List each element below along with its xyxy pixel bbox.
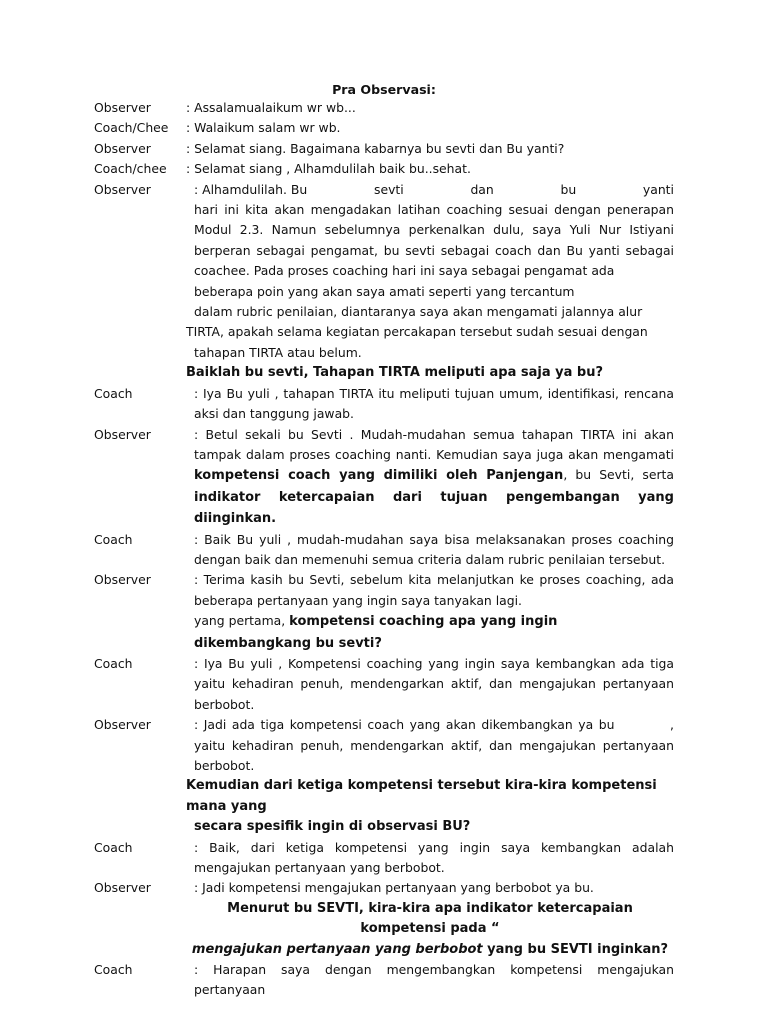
document-title: Pra Observasi: xyxy=(332,82,436,97)
utterance-text: hari ini kita akan mengadakan latihan coaching sesuai dengan penerapan Modul 2.3. Namun sebelumnya perkenalkan dulu, saya Yuli Nur Istiyani berperan sebagai pengamat, bu sevti sebagai coach dan Bu yanti sebagai coachee. Pada proses coaching hari ini saya sebagai pengamat ada xyxy=(194,202,674,279)
speaker-label: Coach xyxy=(94,385,133,401)
bold-phrase: kompetensi coaching apa yang ingin dikembangkang bu sevti? xyxy=(194,614,558,651)
utterance-text: tahapan TIRTA atau belum. xyxy=(194,344,362,360)
utterance-text: beberapa poin yang akan saya amati seperti yang tercantum xyxy=(194,283,575,299)
dialogue-entry xyxy=(94,960,674,1001)
utterance: : Harapan saya dengan mengembangkan kompetensi mengajukan pertanyaan xyxy=(194,962,674,998)
dialogue-entry xyxy=(94,654,674,715)
dialogue-entry xyxy=(94,384,674,425)
dialogue-entry xyxy=(94,118,674,138)
dialogue-entry xyxy=(94,159,674,179)
speaker-label: Observer xyxy=(94,880,151,896)
utterance-text: : Betul sekali bu Sevti . Mudah-mudahan semua tahapan TIRTA ini akan tampak dalam proses coaching nanti. Kemudian saya juga akan mengamati xyxy=(194,426,674,462)
speaker-label: Observer xyxy=(94,426,151,442)
dialogue-entry xyxy=(94,425,674,530)
utterance-text: dalam rubric penilaian, diantaranya saya akan mengamati jalannya alur xyxy=(194,304,643,320)
speaker-label: Observer xyxy=(94,140,151,156)
word: sevti xyxy=(374,181,404,197)
question-text: yang bu SEVTI inginkan? xyxy=(482,941,669,957)
utterance xyxy=(186,425,674,530)
utterance: : Selamat siang , Alhamdulilah baik bu..sehat. xyxy=(186,161,471,177)
observer-question xyxy=(94,899,674,960)
observer-question: Baiklah bu sevti, Tahapan TIRTA meliputi apa saja ya bu? xyxy=(186,365,604,381)
dialogue-entry xyxy=(94,715,678,776)
utterance-text: yang pertama, xyxy=(194,613,290,629)
speaker-label: Observer xyxy=(94,100,151,115)
utterance-text: : Terima kasih bu Sevti, sebelum kita melanjutkan ke proses coaching, ada beberapa pertanyaan yang ingin saya tanyakan lagi. xyxy=(194,572,674,608)
transcript xyxy=(94,98,678,1001)
observer-question xyxy=(94,776,674,837)
dialogue-entry xyxy=(94,98,674,118)
word: : Alhamdulilah. Bu xyxy=(194,181,308,197)
word: dan xyxy=(470,181,494,197)
word: bu xyxy=(560,181,577,197)
utterance: : Assalamualaikum wr wb... xyxy=(186,100,356,115)
utterance xyxy=(186,570,674,654)
utterance-text: TIRTA, apakah selama kegiatan percakapan tersebut sudah sesuai dengan xyxy=(186,324,648,340)
utterance: : Iya Bu yuli , tahapan TIRTA itu meliputi tujuan umum, identifikasi, rencana aksi dan tanggung jawab. xyxy=(194,385,674,422)
speaker-label: Coach xyxy=(94,655,133,671)
utterance-first-line xyxy=(186,180,674,200)
utterance: : Jadi kompetensi mengajukan pertanyaan yang berbobot ya bu. xyxy=(194,880,594,896)
word: yanti xyxy=(642,181,674,197)
speaker-label: Observer xyxy=(94,572,151,588)
speaker-label: Coach xyxy=(94,962,133,978)
bold-phrase: kompetensi coach yang dimiliki oleh Panjengan xyxy=(194,468,564,484)
speaker-label: Coach xyxy=(94,531,133,547)
dialogue-entry xyxy=(94,139,674,159)
utterance: : Walaikum salam wr wb. xyxy=(186,120,341,136)
utterance-text: , bu Sevti, serta xyxy=(563,467,674,483)
speaker-label: Coach xyxy=(94,839,133,855)
speaker-label: Coach/chee xyxy=(94,161,167,177)
italic-phrase: mengajukan pertanyaan yang berbobot xyxy=(191,941,483,957)
bold-phrase: indikator ketercapaian dari tujuan pengembangan yang diinginkan. xyxy=(194,489,674,527)
utterance: : Baik Bu yuli , mudah-mudahan saya bisa melaksanakan proses coaching dengan baik dan memenuhi semua criteria dalam rubric penilaian tersebut. xyxy=(194,531,674,567)
question-line: Kemudian dari ketiga kompetensi tersebut kira-kira kompetensi mana yang xyxy=(186,778,657,814)
utterance: : Jadi ada tiga kompetensi coach yang akan dikembangkan ya bu , yaitu kehadiran penuh, mendengarkan aktif, dan mengajukan pertanyaan berbobot. xyxy=(194,717,678,773)
speaker-label: Observer xyxy=(94,717,151,733)
dialogue-entry xyxy=(94,570,674,654)
dialogue-entry xyxy=(94,838,674,879)
speaker-label: Coach/Chee xyxy=(94,120,169,136)
utterance xyxy=(186,180,674,364)
utterance: : Baik, dari ketiga kompetensi yang ingin saya kembangkan adalah mengajukan pertanyaan yang berbobot. xyxy=(194,839,674,876)
question-line: secara spesifik ingin di observasi BU? xyxy=(194,819,471,835)
utterance: : Selamat siang. Bagaimana kabarnya bu sevti dan Bu yanti? xyxy=(186,140,565,156)
dialogue-entry xyxy=(94,530,674,571)
dialogue-entry xyxy=(94,180,674,364)
question-line xyxy=(186,940,674,960)
utterance: : Iya Bu yuli , Kompetensi coaching yang ingin saya kembangkan ada tiga yaitu kehadiran penuh, mendengarkan aktif, dan mengajukan pertanyaan berbobot. xyxy=(194,655,674,712)
speaker-label: Observer xyxy=(94,181,151,197)
question-line: Menurut bu SEVTI, kira-kira apa indikator ketercapaian kompetensi pada “ xyxy=(227,900,633,937)
dialogue-entry xyxy=(94,878,674,898)
